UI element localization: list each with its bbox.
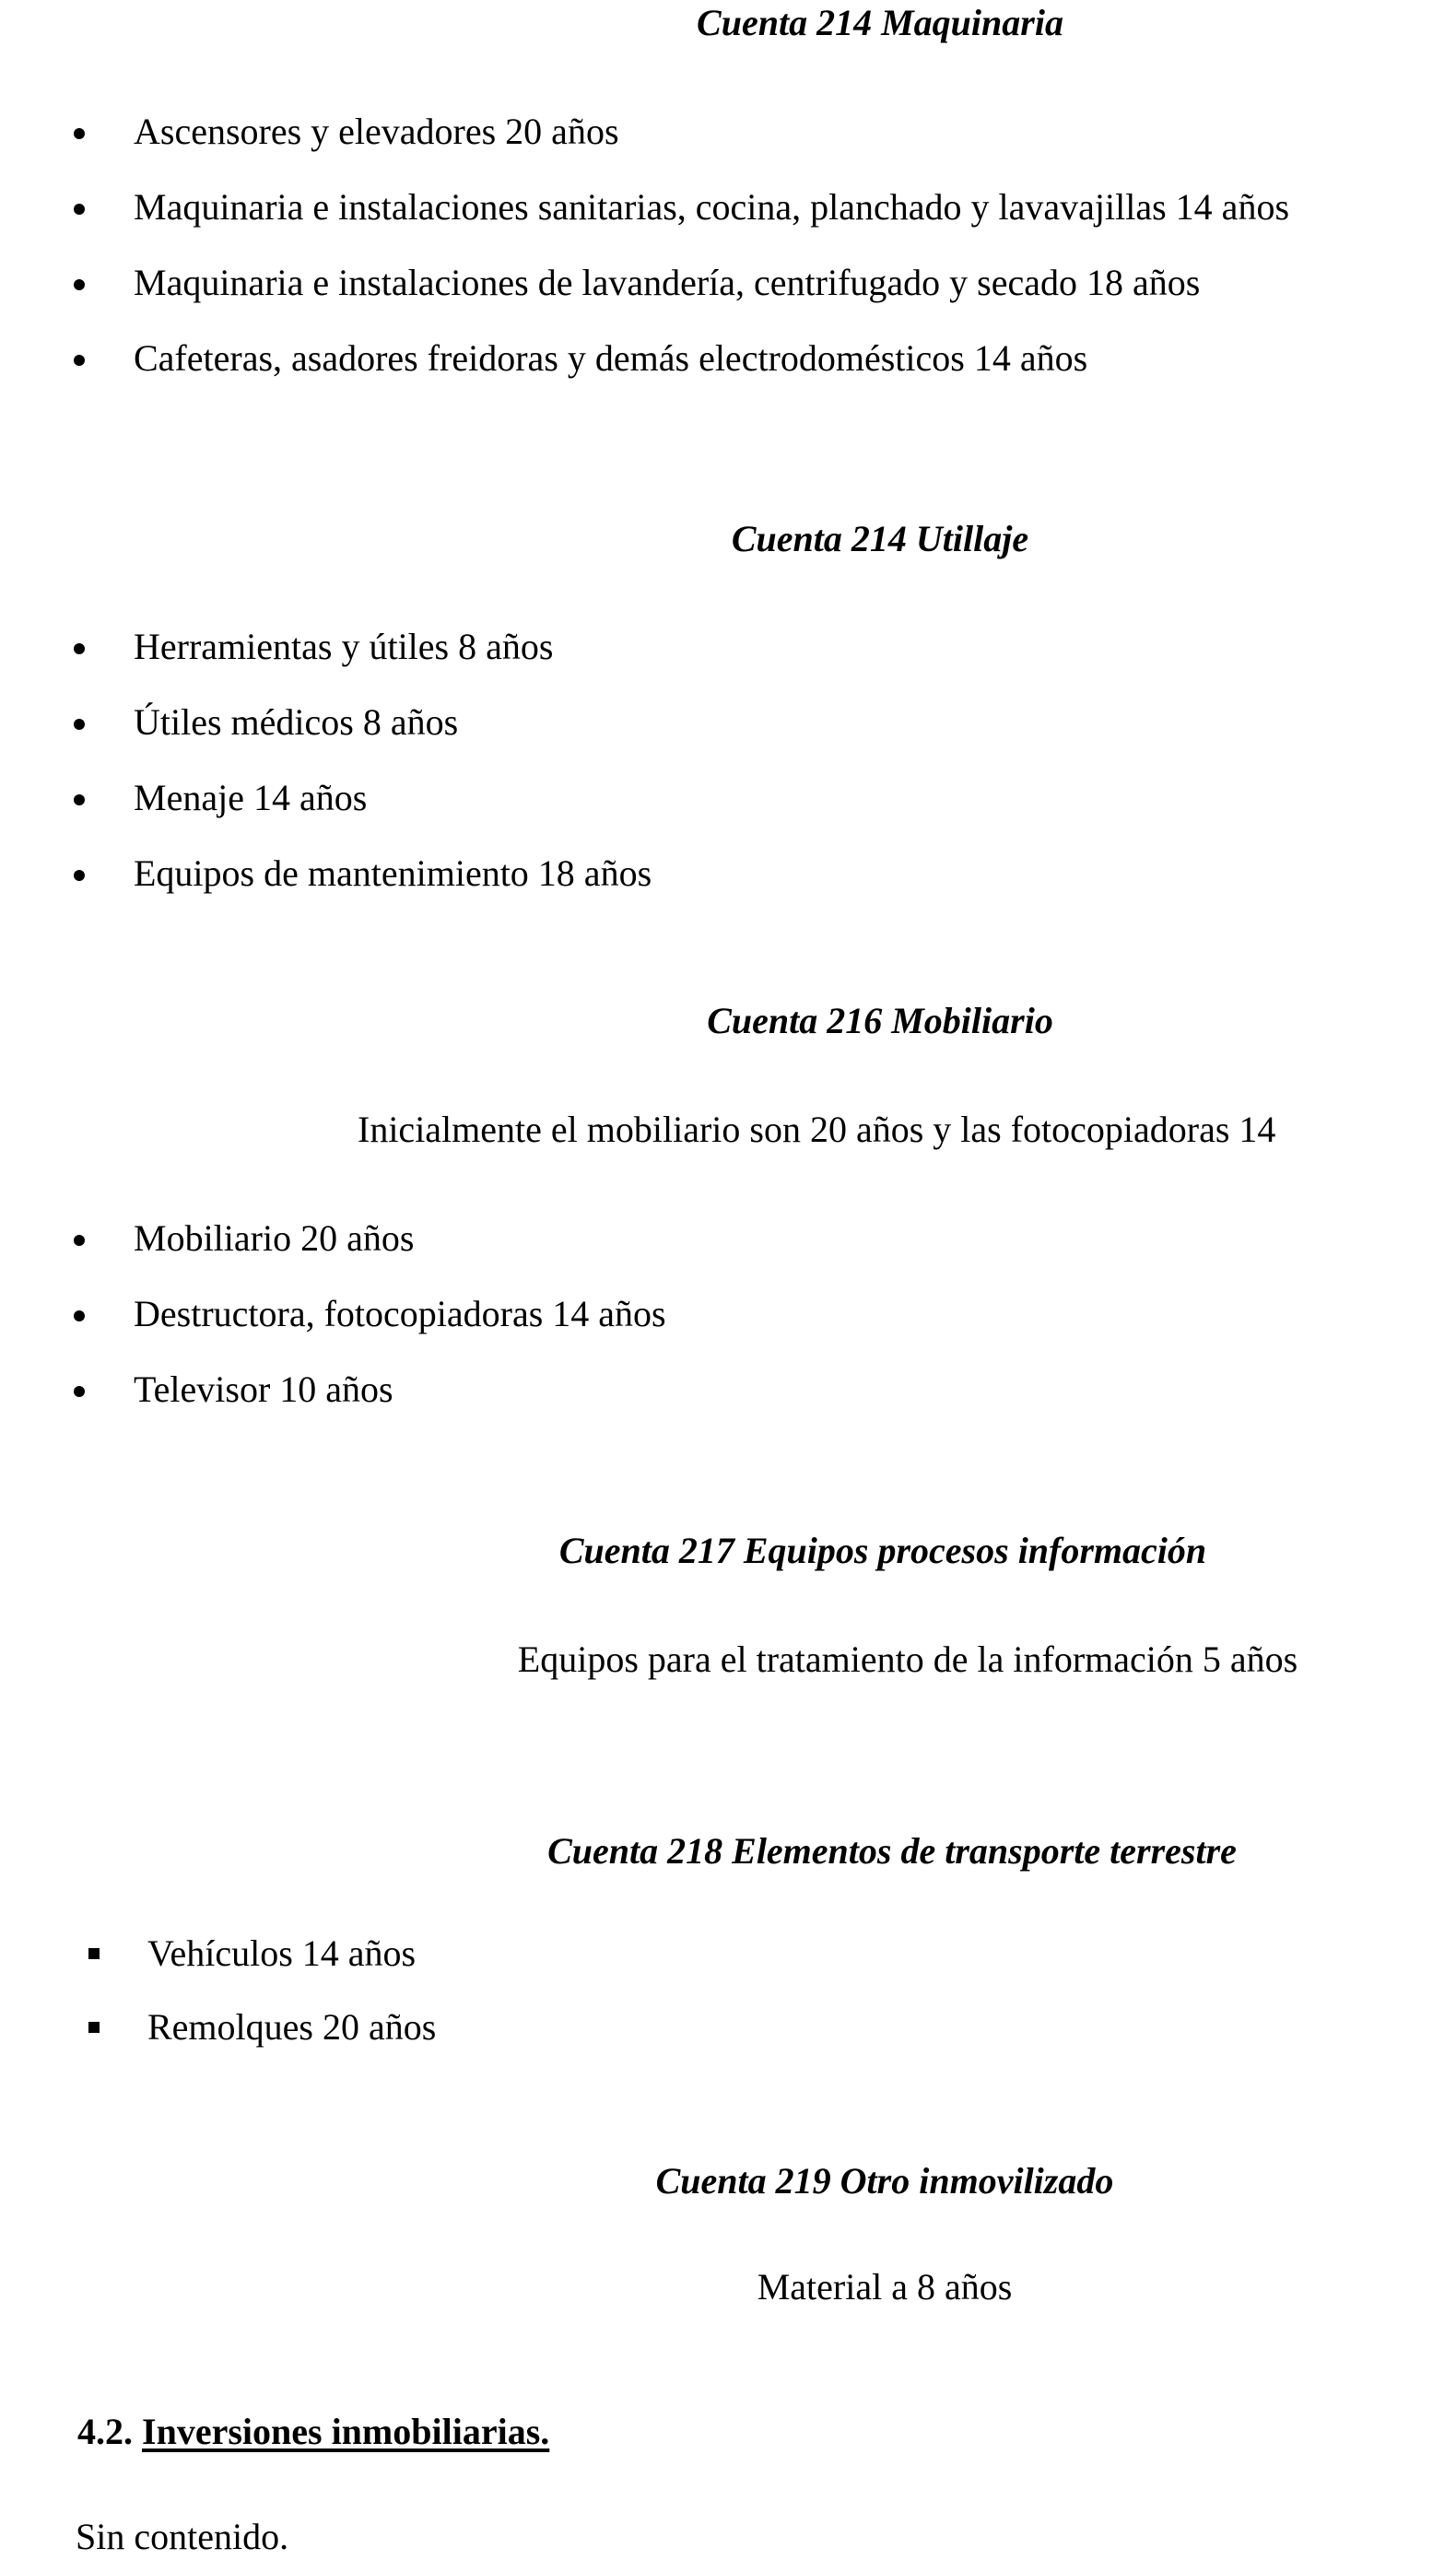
bullet-icon: [74, 794, 85, 805]
heading-transporte: Cuenta 218 Elementos de transporte terrestre: [547, 1830, 1237, 1872]
list-item: Televisor 10 años: [134, 1368, 393, 1410]
section-note: Equipos para el tratamiento de la información 5 años: [517, 1638, 1298, 1680]
section-note: Inicialmente el mobiliario son 20 años y las fotocopiadoras 14: [358, 1109, 1276, 1150]
subsection-title: [77, 2409, 549, 2455]
heading-utillaje: Cuenta 214 Utillaje: [731, 518, 1029, 559]
list-item: Útiles médicos 8 años: [134, 701, 459, 743]
square-bullet-icon: [88, 2022, 100, 2033]
list-item: Vehículos 14 años: [147, 1932, 417, 1974]
bullet-icon: [74, 1310, 85, 1321]
subsection-title-text: Inversiones inmobiliarias.: [142, 2411, 550, 2452]
bullet-icon: [74, 279, 85, 290]
bullet-icon: [74, 204, 85, 215]
list-item: Equipos de mantenimiento 18 años: [134, 852, 652, 894]
heading-mobiliario: Cuenta 216 Mobiliario: [707, 1000, 1053, 1041]
heading-otro-inmovilizado: Cuenta 219 Otro inmovilizado: [655, 2160, 1114, 2202]
bullet-icon: [74, 1386, 85, 1397]
list-item: Cafeteras, asadores freidoras y demás electrodomésticos 14 años: [134, 337, 1088, 379]
bullet-icon: [74, 1235, 85, 1246]
heading-maquinaria: Cuenta 214 Maquinaria: [697, 2, 1063, 43]
bullet-icon: [74, 643, 85, 654]
subsection-body: Sin contenido.: [76, 2516, 289, 2557]
list-item: Remolques 20 años: [147, 2006, 437, 2048]
list-item: Destructora, fotocopiadoras 14 años: [134, 1293, 666, 1334]
section-note: Material a 8 años: [757, 2266, 1013, 2308]
list-item: Maquinaria e instalaciones sanitarias, cocina, planchado y lavavajillas 14 años: [134, 186, 1290, 228]
list-item: Menaje 14 años: [134, 777, 368, 818]
heading-equipos-informacion: Cuenta 217 Equipos procesos información: [558, 1530, 1207, 1571]
bullet-icon: [74, 355, 85, 366]
bullet-icon: [74, 128, 85, 139]
list-item: Herramientas y útiles 8 años: [134, 626, 554, 667]
bullet-icon: [74, 870, 85, 881]
list-item: Ascensores y elevadores 20 años: [134, 111, 619, 152]
subsection-number: 4.2.: [77, 2411, 133, 2452]
list-item: Maquinaria e instalaciones de lavandería, centrifugado y secado 18 años: [134, 262, 1201, 303]
square-bullet-icon: [88, 1948, 100, 1959]
list-item: Mobiliario 20 años: [134, 1217, 415, 1259]
bullet-icon: [74, 719, 85, 730]
